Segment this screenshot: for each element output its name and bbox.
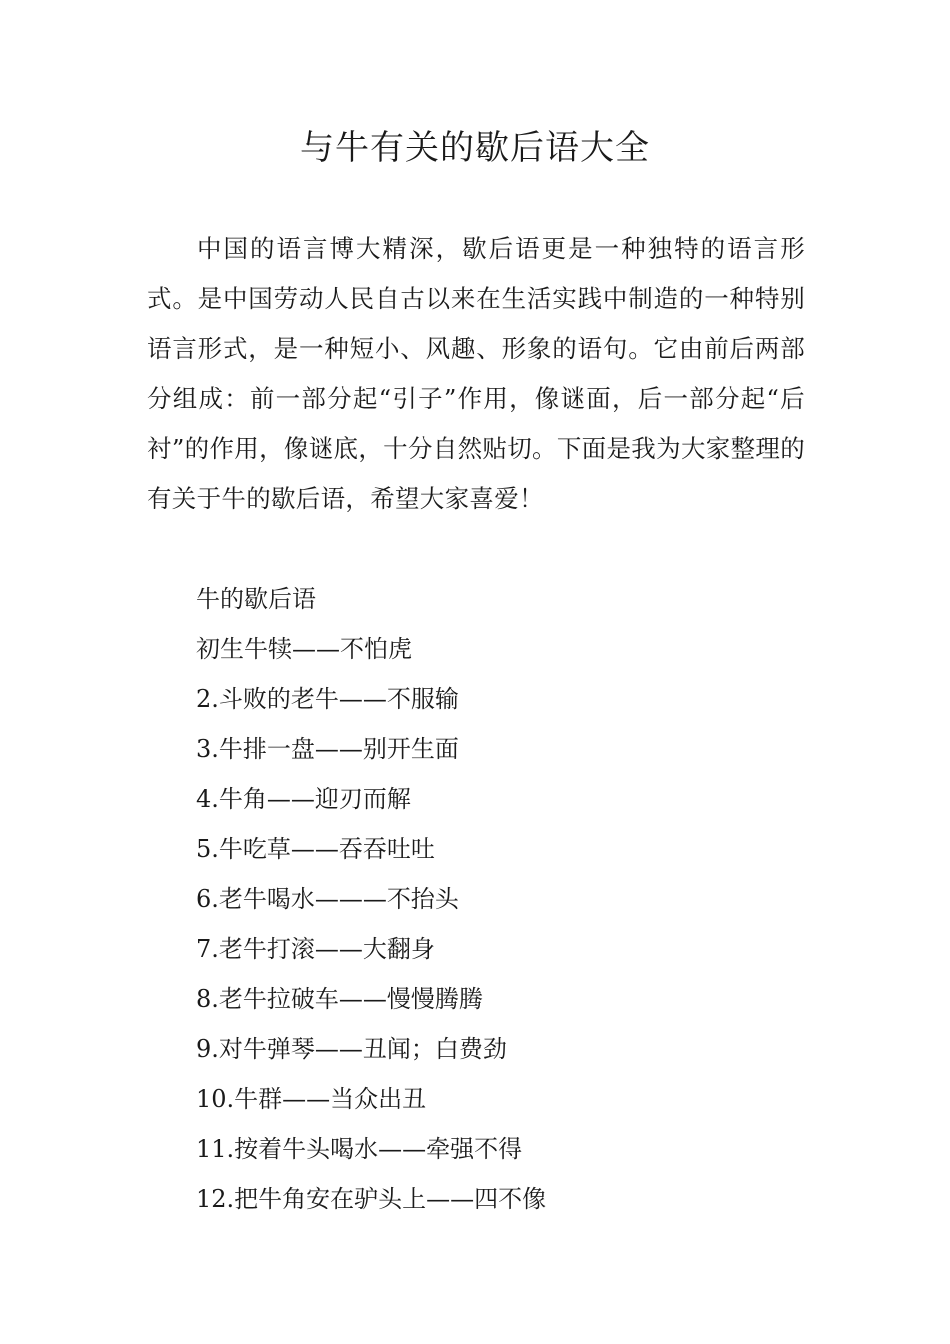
list-item: 9.对牛弹琴——丑闻；白费劲 — [196, 1035, 507, 1063]
proverb-list — [196, 574, 816, 1224]
list-item: 10.牛群——当众出丑 — [196, 1085, 427, 1113]
list-item: 5.牛吃草——吞吞吐吐 — [196, 835, 435, 863]
page-title: 与牛有关的歇后语大全 — [300, 128, 650, 168]
section-heading: 牛的歇后语 — [196, 585, 316, 613]
intro-paragraph: 中国的语言博大精深，歇后语更是一种独特的语言形式。是中国劳动人民自古以来在生活实践中制造的一种特别语言形式，是一种短小、风趣、形象的语句。它由前后两部分组成：前一部分起“引子”作用，像谜面，后一部分起“后衬”的作用，像谜底，十分自然贴切。下面是我为大家整理的有关于牛的歇后语，希望大家喜爱！ — [147, 234, 805, 513]
list-item: 7.老牛打滚——大翻身 — [196, 935, 435, 963]
list-item: 4.牛角——迎刃而解 — [196, 785, 411, 813]
list-item: 6.老牛喝水———不抬头 — [196, 885, 459, 913]
list-item: 11.按着牛头喝水——牵强不得 — [196, 1135, 523, 1163]
list-item: 8.老牛拉破车——慢慢腾腾 — [196, 985, 483, 1013]
list-item: 3.牛排一盘——别开生面 — [196, 735, 459, 763]
list-item: 12.把牛角安在驴头上——四不像 — [196, 1185, 547, 1213]
list-item: 2.斗败的老牛——不服输 — [196, 685, 459, 713]
list-item: 初生牛犊——不怕虎 — [196, 635, 412, 663]
